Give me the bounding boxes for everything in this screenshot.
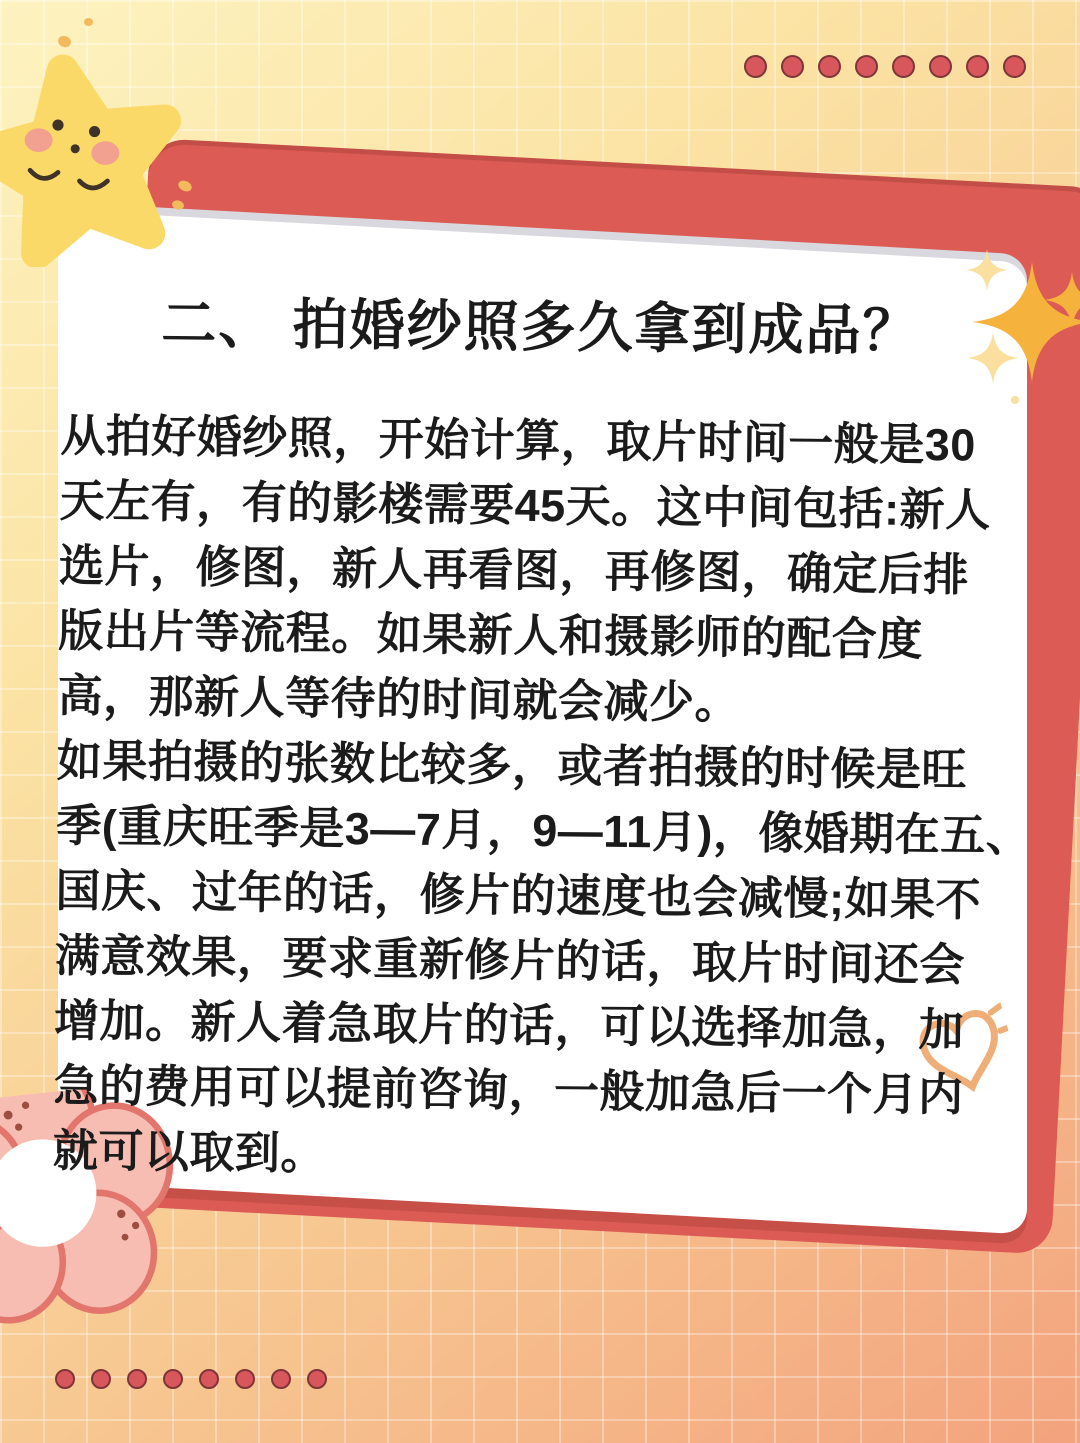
dot xyxy=(271,1369,291,1389)
dot xyxy=(818,55,841,78)
dots-row-bottom xyxy=(55,1369,327,1389)
body-line: 选片，修图，新人再看图，再修图，确定后排 xyxy=(58,539,970,601)
body-line: 从拍好婚纱照，开始计算，取片时间一般是30 xyxy=(60,409,977,471)
dot xyxy=(892,55,915,78)
dot xyxy=(91,1369,111,1389)
dot xyxy=(744,55,767,78)
dot xyxy=(1003,55,1026,78)
body-line: 天左有，有的影楼需要45天。这中间包括:新人 xyxy=(59,474,991,536)
dot xyxy=(163,1369,183,1389)
dot xyxy=(55,1369,75,1389)
card-text xyxy=(52,278,1032,1193)
body-line: 季(重庆旺季是3—7月，9—11月)，像婚期在五、 xyxy=(55,799,1032,862)
body-line: 增加。新人着急取片的话，可以选择加急，加 xyxy=(53,994,965,1056)
dots-row-top xyxy=(744,55,1026,78)
dot xyxy=(307,1369,327,1389)
dot xyxy=(929,55,952,78)
dot xyxy=(855,55,878,78)
body-line: 急的费用可以提前咨询，一般加急后一个月内 xyxy=(53,1059,964,1121)
dot xyxy=(127,1369,147,1389)
dot xyxy=(235,1369,255,1389)
star-mascot-icon xyxy=(0,52,187,267)
body-line: 高，那新人等待的时间就会减少。 xyxy=(57,669,741,729)
dot xyxy=(966,55,989,78)
body-line: 国庆、过年的话，修片的速度也会减慢;如果不 xyxy=(55,864,982,926)
dot xyxy=(781,55,804,78)
body-line: 如果拍摄的张数比较多，或者拍摄的时候是旺 xyxy=(56,734,968,796)
droplets-icon xyxy=(165,175,205,220)
page-title: 二、 拍婚纱照多久拿到成品？ xyxy=(161,292,920,362)
body-line: 就可以取到。 xyxy=(52,1124,327,1179)
body-line: 版出片等流程。如果新人和摄影师的配合度 xyxy=(58,604,924,666)
dot xyxy=(199,1369,219,1389)
speck-icon xyxy=(57,34,73,49)
body-line: 满意效果，要求重新修片的话，取片时间还会 xyxy=(54,929,966,991)
speck-icon xyxy=(84,18,93,26)
